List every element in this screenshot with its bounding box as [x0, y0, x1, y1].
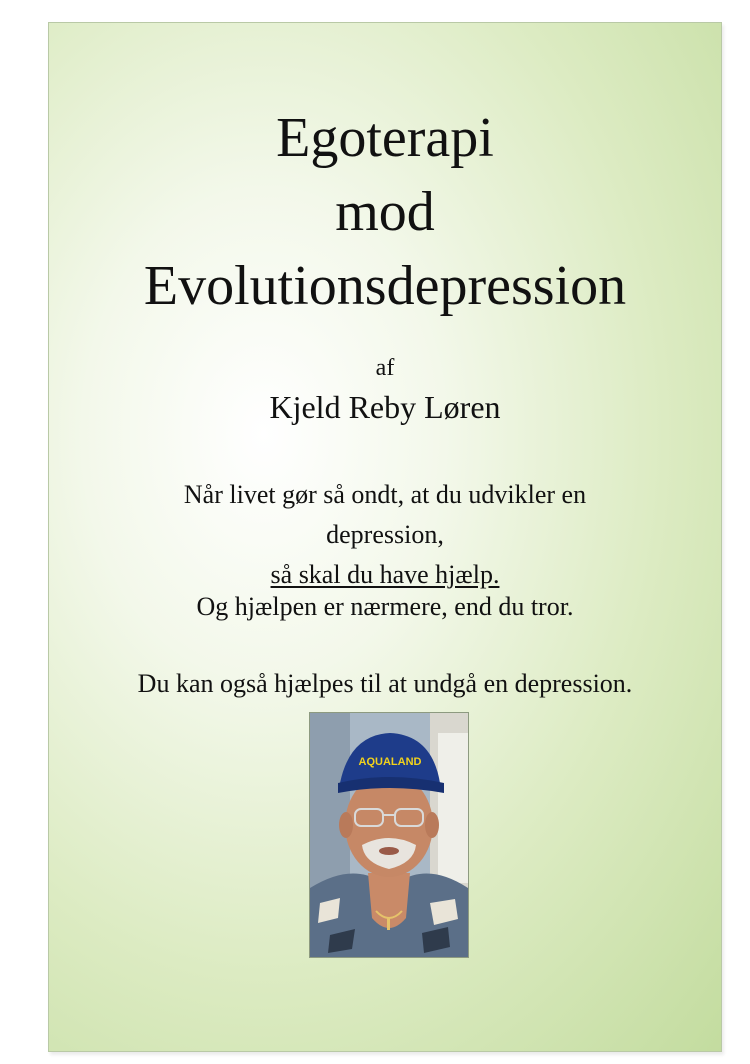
- author-photo: [309, 712, 469, 958]
- body-line-4: Og hjælpen er nærmere, end du tror.: [196, 592, 574, 621]
- body-line-2: depression,: [326, 520, 444, 549]
- body-line-1: Når livet gør så ondt, at du udvikler en: [183, 480, 587, 509]
- title-line-1: Egoterapi: [276, 107, 494, 169]
- body-line-5: Du kan også hjælpes til at undgå en depression.: [137, 669, 633, 698]
- body-line-3-underlined: så skal du have hjælp.: [270, 560, 500, 589]
- cap-logo-text: AQUALAND: [358, 756, 422, 768]
- byline-af: af: [375, 355, 395, 381]
- book-cover: [48, 22, 722, 1052]
- title-line-3: Evolutionsdepression: [143, 255, 627, 317]
- title-line-2: mod: [335, 181, 435, 243]
- author-portrait-illustration: [310, 713, 468, 957]
- author-name: Kjeld Reby Løren: [269, 389, 501, 425]
